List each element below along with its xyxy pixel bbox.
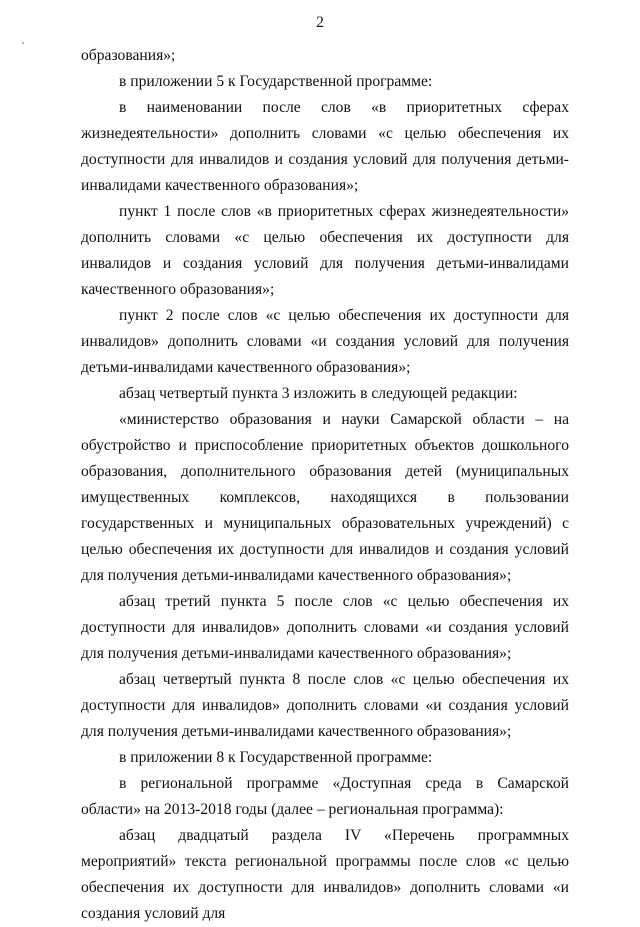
paragraph: абзац четвертый пункта 8 после слов «с целью обеспечения их доступности для инвалидов» дополнить словами «и создания условий для получения детьми-инвалидами качественного образования»; [81,671,569,740]
paragraph: пункт 2 после слов «с целью обеспечения их доступности для инвалидов» дополнить словами «и создания условий для получения детьми-инвалидами качественного образования»; [81,307,569,376]
paragraph: «министерство образования и науки Самарской области – на обустройство и приспособление приоритетных объектов дошкольного образования, дополнительного образования детей (муниципальных имущественных комплексов, находящихся в пользовании государственных и муниципальных образовательных учреждений) с целью обеспечения их доступности для инвалидов и создания условий для получения детьми-инвалидами качественного образования»; [81,411,569,584]
paragraph: в наименовании после слов «в приоритетных сферах жизнедеятельности» дополнить словами «с целью обеспечения их доступности для инвалидов и создания условий для получения детьми-инвалидами качественного образования»; [81,99,569,194]
document-body [81,43,569,927]
paragraph: образования»; [81,47,176,64]
paragraph: абзац двадцатый раздела IV «Перечень программных мероприятий» текста региональной программы после слов «с целью обеспечения их доступности для инвалидов» дополнить словами «и создания условий для [81,827,569,922]
paragraph: абзац третий пункта 5 после слов «с целью обеспечения их доступности для инвалидов» дополнить словами «и создания условий для получения детьми-инвалидами качественного образования»; [81,593,569,662]
scan-speck [22,42,24,44]
paragraph: в приложении 8 к Государственной программе: [119,749,433,766]
page-number: 2 [316,14,324,31]
paragraph: абзац четвертый пункта 3 изложить в следующей редакции: [119,385,518,402]
paragraph: в приложении 5 к Государственной программе: [119,73,433,90]
paragraph: в региональной программе «Доступная среда в Самарской области» на 2013-2018 годы (далее – региональная программа): [81,775,569,818]
paragraph: пункт 1 после слов «в приоритетных сферах жизнедеятельности» дополнить словами «с целью обеспечения их доступности для инвалидов и создания условий для получения детьми-инвалидами качественного образования»; [81,203,569,298]
